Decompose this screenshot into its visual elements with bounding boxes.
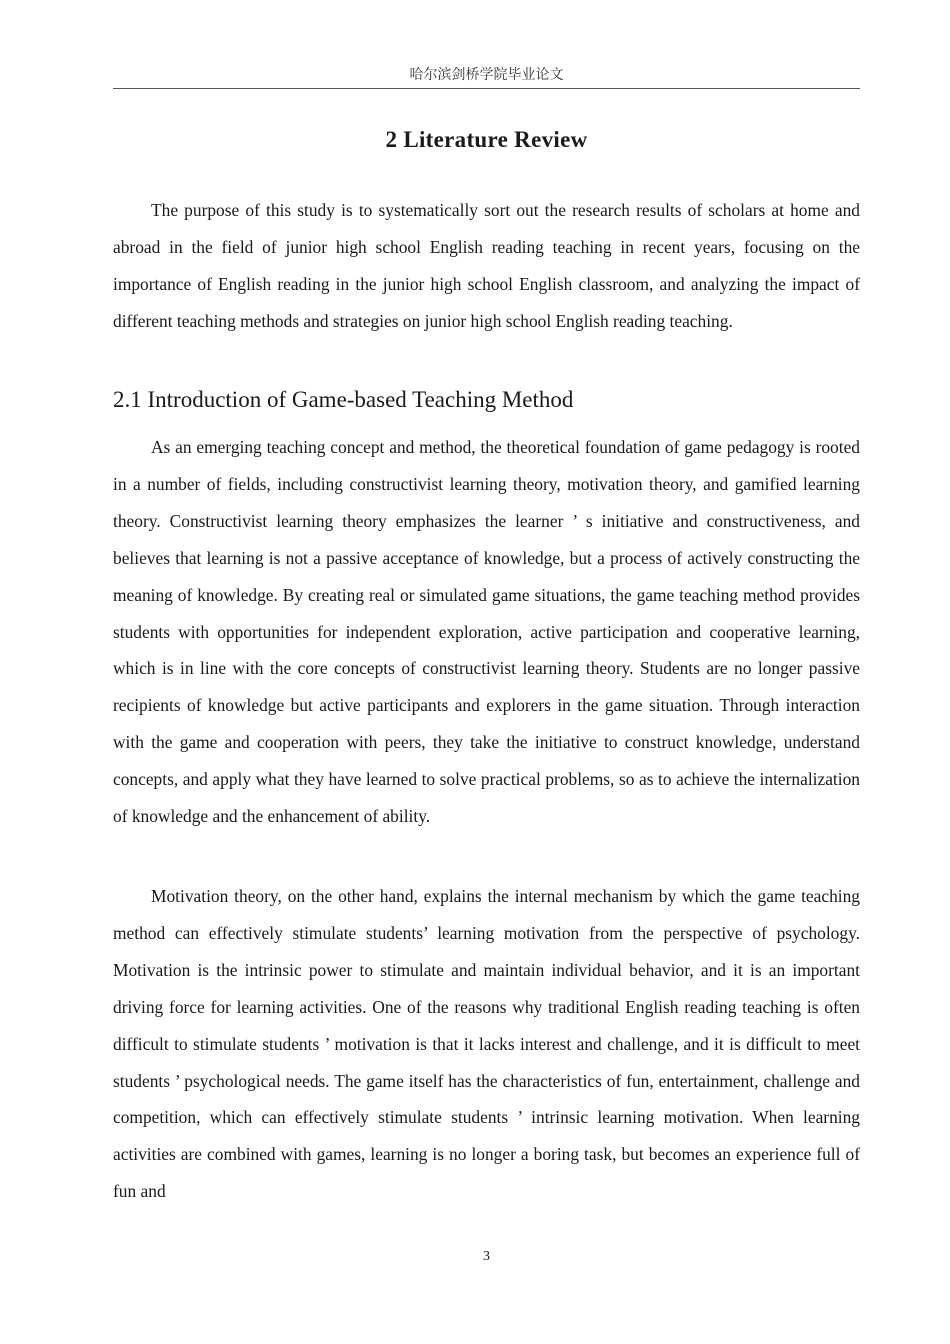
intro-paragraph: The purpose of this study is to systematically sort out the research results of scholars at home and abroad in the field of junior high school English reading teaching in recent years, focusing on the importance of English reading in the junior high school English classroom, and analyzing the impact of different teaching methods and strategies on junior high school English reading teaching. <box>113 200 860 331</box>
page-number: 3 <box>483 1249 490 1264</box>
chapter-title: 2 Literature Review <box>385 127 588 152</box>
header-rule <box>113 88 860 89</box>
section-heading-2-1: 2.1 Introduction of Game-based Teaching Method <box>113 387 574 412</box>
running-header: 哈尔滨剑桥学院毕业论文 <box>409 67 564 83</box>
body-paragraph: Motivation theory, on the other hand, explains the internal mechanism by which the game teaching method can effectively stimulate students’ learning motivation from the perspective of psychology. Motivation is the intrinsic power to stimulate and maintain individual behavior, and it is an important driving force for learning activities. One of the reasons why traditional English reading teaching is often difficult to stimulate students ’ motivation is that it lacks interest and challenge, and it is difficult to meet students ’ psychological needs. The game itself has the characteristics of fun, entertainment, challenge and competition, which can effectively stimulate students ’ intrinsic learning motivation. When learning activities are combined with games, learning is no longer a boring task, but becomes an experience full of fun and <box>113 886 860 1202</box>
body-paragraph: As an emerging teaching concept and method, the theoretical foundation of game pedagogy is rooted in a number of fields, including constructivist learning theory, motivation theory, and gamified learning theory. Constructivist learning theory emphasizes the learner ’ s initiative and constructiveness, and believes that learning is not a passive acceptance of knowledge, but a process of actively constructing the meaning of knowledge. By creating real or simulated game situations, the game teaching method provides students with opportunities for independent exploration, active participation and cooperative learning, which is in line with the core concepts of constructivist learning theory. Students are no longer passive recipients of knowledge but active participants and explorers in the game situation. Through interaction with the game and cooperation with peers, they take the initiative to construct knowledge, understand concepts, and apply what they have learned to solve practical problems, so as to achieve the internalization of knowledge and the enhancement of ability. <box>113 437 860 827</box>
